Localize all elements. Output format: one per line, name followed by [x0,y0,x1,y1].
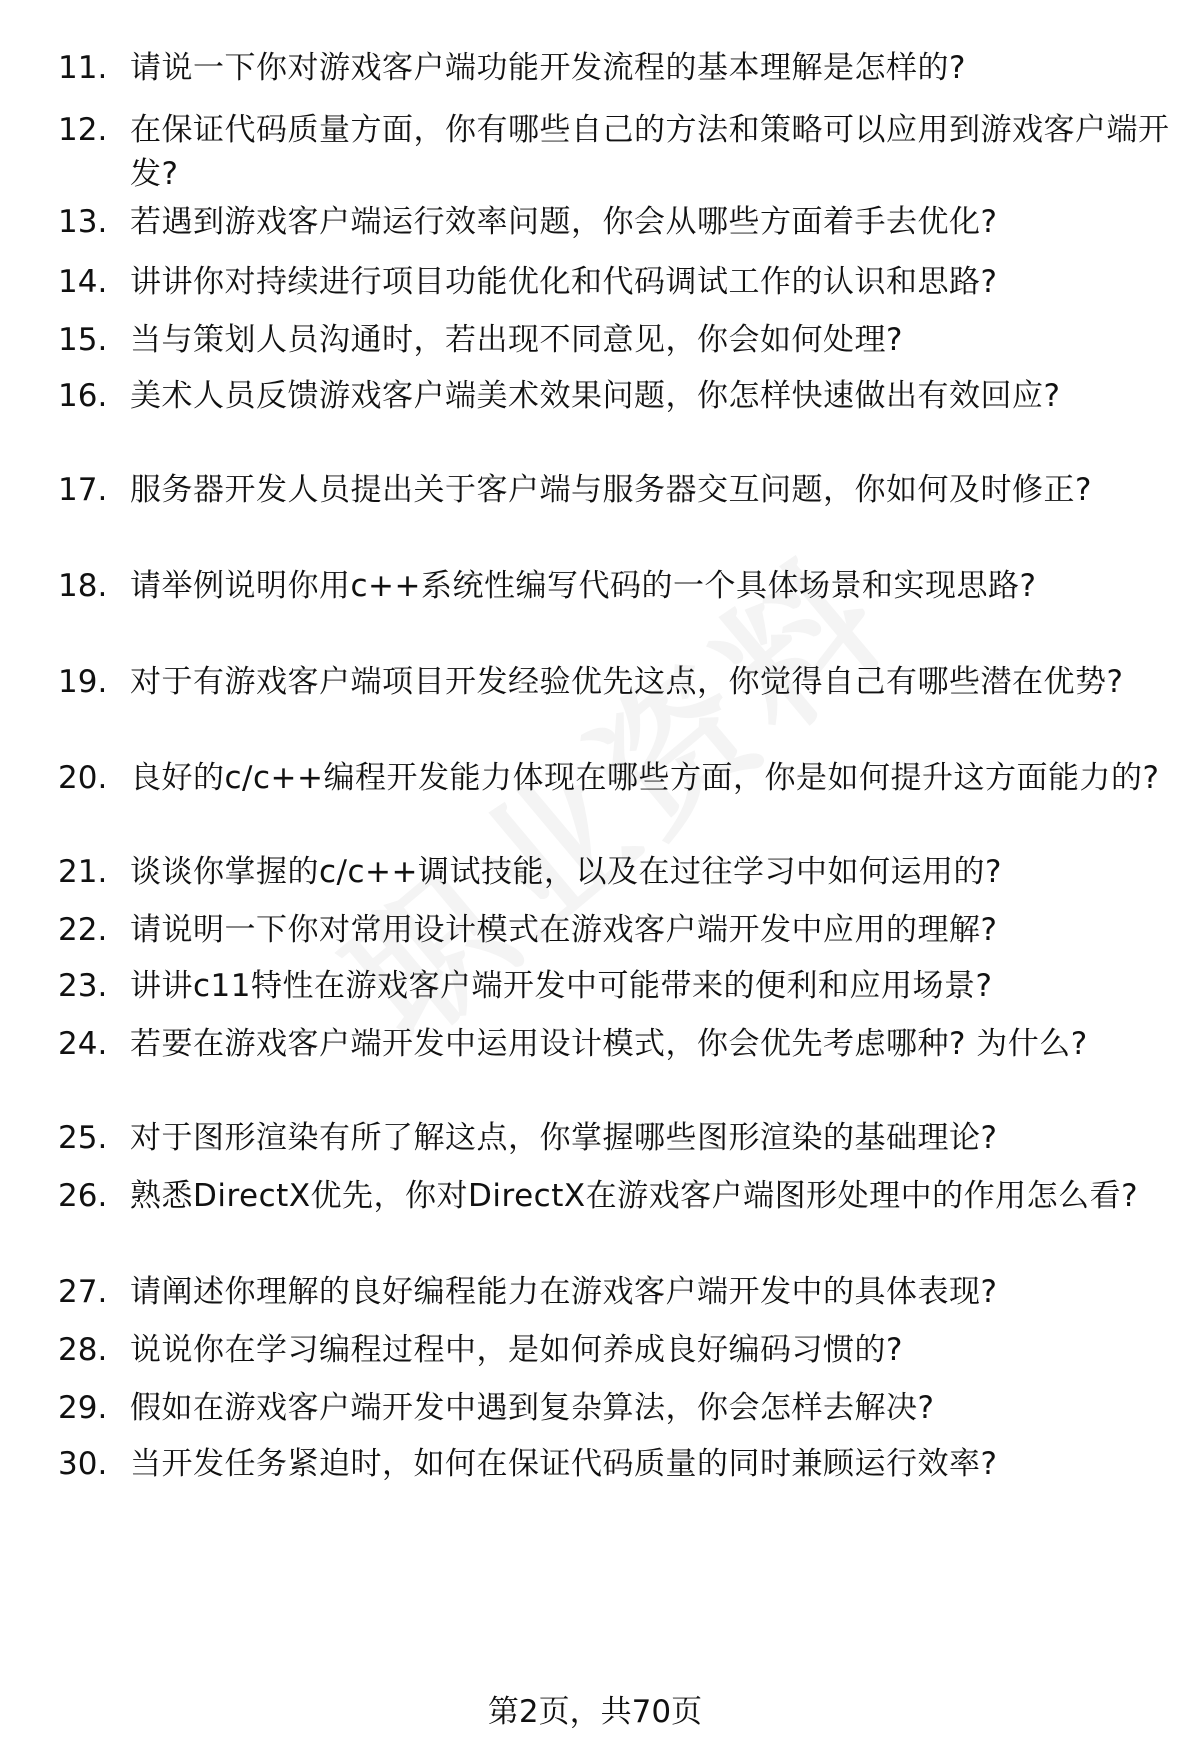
question-number: 30. [58,1446,108,1482]
question-text: 在保证代码质量方面，你有哪些自己的方法和策略可以应用到游戏客户端开发? [130,112,1170,192]
question-text: 请说一下你对游戏客户端功能开发流程的基本理解是怎样的? [130,50,966,86]
question-text: 说说你在学习编程过程中，是如何养成良好编码习惯的? [130,1332,903,1368]
question-number: 29. [58,1390,108,1426]
question-number: 19. [58,664,108,700]
question-text: 讲讲c11特性在游戏客户端开发中可能带来的便利和应用场景? [130,968,993,1004]
question-number: 11. [58,50,108,86]
question-text: 当开发任务紧迫时，如何在保证代码质量的同时兼顾运行效率? [130,1446,998,1482]
question-text: 当与策划人员沟通时，若出现不同意见，你会如何处理? [130,322,903,358]
question-text: 熟悉DirectX优先，你对DirectX在游戏客户端图形处理中的作用怎么看? [130,1178,1139,1214]
question-text: 请举例说明你用c++系统性编写代码的一个具体场景和实现思路? [130,568,1037,604]
question-text: 服务器开发人员提出关于客户端与服务器交互问题，你如何及时修正? [130,472,1092,508]
question-number: 21. [58,854,108,890]
question-number: 16. [58,378,108,414]
question-text: 良好的c/c++编程开发能力体现在哪些方面，你是如何提升这方面能力的? [130,760,1160,796]
question-number: 28. [58,1332,108,1368]
question-number: 24. [58,1026,108,1062]
page-number: 第2页，共70页 [487,1694,703,1730]
question-text: 若要在游戏客户端开发中运用设计模式，你会优先考虑哪种? 为什么? [130,1026,1088,1062]
question-text: 请说明一下你对常用设计模式在游戏客户端开发中应用的理解? [130,912,998,948]
question-number: 15. [58,322,108,358]
question-number: 27. [58,1274,108,1310]
question-number: 25. [58,1120,108,1156]
question-text: 若遇到游戏客户端运行效率问题，你会从哪些方面着手去优化? [130,204,998,240]
question-text: 假如在游戏客户端开发中遇到复杂算法，你会怎样去解决? [130,1390,935,1426]
question-number: 18. [58,568,108,604]
question-text: 谈谈你掌握的c/c++调试技能，以及在过往学习中如何运用的? [130,854,1002,890]
question-number: 23. [58,968,108,1004]
question-number: 14. [58,264,108,300]
question-text: 请阐述你理解的良好编程能力在游戏客户端开发中的具体表现? [130,1274,998,1310]
question-text: 讲讲你对持续进行项目功能优化和代码调试工作的认识和思路? [130,264,998,300]
question-number: 12. [58,112,108,148]
question-text: 美术人员反馈游戏客户端美术效果问题，你怎样快速做出有效回应? [130,378,1061,414]
question-number: 17. [58,472,108,508]
question-number: 13. [58,204,108,240]
question-text: 对于图形渲染有所了解这点，你掌握哪些图形渲染的基础理论? [130,1120,998,1156]
question-number: 22. [58,912,108,948]
question-number: 20. [58,760,108,796]
question-number: 26. [58,1178,108,1214]
question-text: 对于有游戏客户端项目开发经验优先这点，你觉得自己有哪些潜在优势? [130,664,1124,700]
